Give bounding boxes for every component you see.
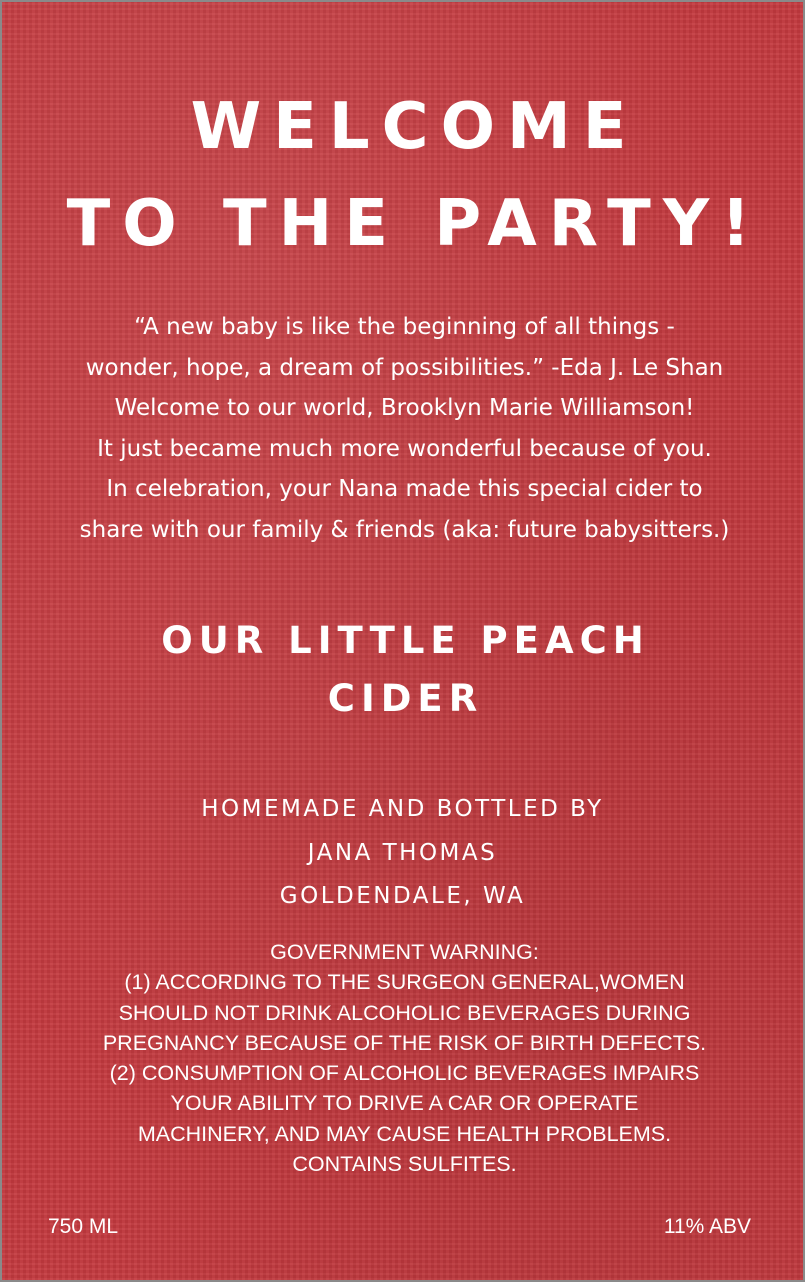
maker-line: GOLDENDALE, WA	[279, 883, 526, 909]
headline-welcome: WELCOME	[190, 90, 639, 164]
warning-line: CONTAINS SULFITES.	[292, 1152, 517, 1177]
headline-to-the-party: TO THE PARTY!	[66, 187, 763, 261]
government-warning	[22, 937, 787, 1179]
message-line: “A new baby is like the beginning of all things -	[134, 314, 675, 340]
warning-line: (2) CONSUMPTION OF ALCOHOLIC BEVERAGES IMPAIRS	[109, 1061, 700, 1086]
volume-text: 750 ML	[48, 1215, 119, 1238]
maker-info	[2, 788, 803, 919]
product-name-line2: CIDER	[327, 677, 484, 720]
maker-line: HOMEMADE AND BOTTLED BY	[201, 796, 604, 822]
message-line: Welcome to our world, Brooklyn Marie Williamson!	[114, 395, 695, 421]
message-line: In celebration, your Nana made this special cider to	[106, 476, 703, 502]
warning-line: GOVERNMENT WARNING:	[270, 940, 539, 964]
message-line: It just became much more wonderful because of you.	[97, 435, 712, 462]
warning-line: PREGNANCY BECAUSE OF THE RISK OF BIRTH DEFECTS.	[102, 1030, 707, 1055]
abv-text: 11% ABV	[663, 1215, 751, 1238]
message-line: share with our family & friends (aka: future babysitters.)	[79, 516, 730, 543]
message-line: wonder, hope, a dream of possibilities.” -Eda J. Le Shan	[85, 354, 724, 381]
warning-line: (1) ACCORDING TO THE SURGEON GENERAL,WOMEN	[124, 970, 685, 995]
welcome-message	[22, 307, 787, 550]
warning-line: MACHINERY, AND MAY CAUSE HEALTH PROBLEMS.	[137, 1121, 672, 1146]
product-name-line1: OUR LITTLE PEACH	[161, 619, 650, 662]
warning-line: SHOULD NOT DRINK ALCOHOLIC BEVERAGES DURING	[118, 1000, 691, 1025]
maker-line: JANA THOMAS	[307, 839, 498, 866]
warning-line: YOUR ABILITY TO DRIVE A CAR OR OPERATE	[170, 1091, 639, 1116]
